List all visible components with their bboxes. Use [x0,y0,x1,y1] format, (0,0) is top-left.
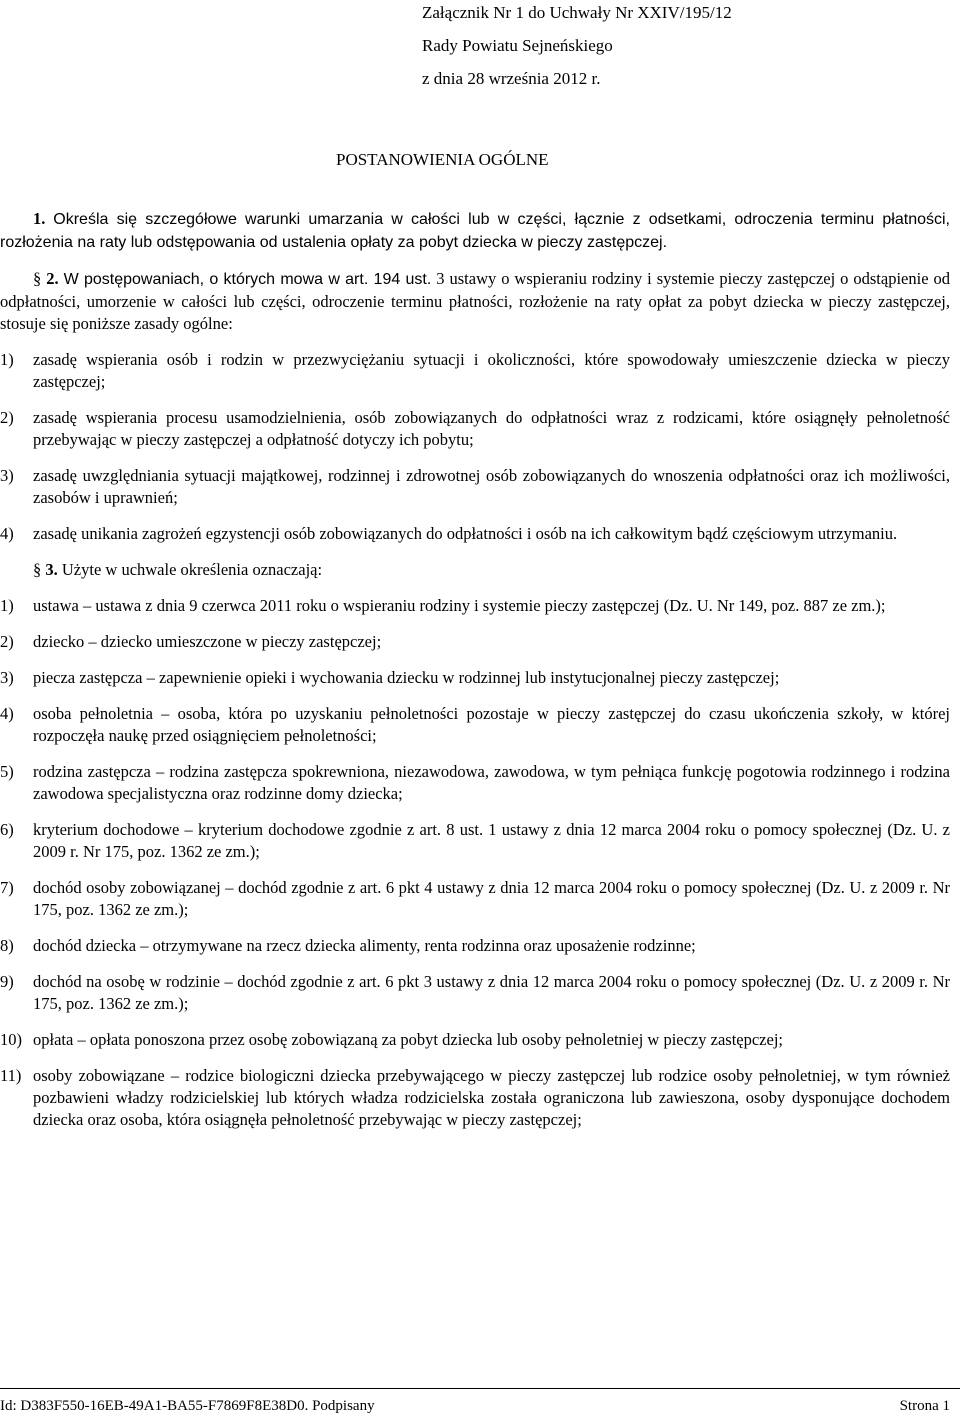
list-item [0,523,950,545]
section-sign: § [33,269,42,288]
list-item-number: 4) [0,524,14,543]
list-item [0,595,950,617]
list-item-number: 2) [0,632,14,651]
list-item [0,667,950,689]
list-item [0,465,950,509]
header-council-line: Rady Powiatu Sejneńskiego [422,36,613,55]
paragraph-1-text: Określa się szczegółowe warunki umarzania w całości lub w części, łącznie z odsetkami, odroczenia terminu płatności, rozłożenia na raty lub odstępowania od ustalenia opłaty za pobyt dziecka w pieczy zastępczej. [0,211,950,251]
section-sign: § [33,560,42,579]
list-item-number: 7) [0,878,14,897]
list-item-number: 11) [0,1066,22,1085]
list-item-number: 3) [0,668,14,687]
principles-list [0,349,950,545]
list-item-text: ustawa – ustawa z dnia 9 czerwca 2011 roku o wspieraniu rodziny i systemie pieczy zastępczej (Dz. U. Nr 149, poz. 887 ze zm.); [33,596,886,615]
list-item-text: dochód na osobę w rodzinie – dochód zgodnie z art. 6 pkt 3 ustawy z dnia 12 marca 2004 roku o pomocy społecznej (Dz. U. z 2009 r. Nr 175, poz. 1362 ze zm.); [33,972,950,1013]
list-item-text: opłata – opłata ponoszona przez osobę zobowiązaną za pobyt dziecka lub osoby pełnoletniej w pieczy zastępczej; [33,1030,783,1049]
list-item-text: zasadę unikania zagrożeń egzystencji osób zobowiązanych do odpłatności i osób na ich całkowitym bądź częściowym utrzymaniu. [33,524,898,543]
list-item [0,349,950,393]
list-item-text: dochód osoby zobowiązanej – dochód zgodnie z art. 6 pkt 4 ustawy z dnia 12 marca 2004 roku o pomocy społecznej (Dz. U. z 2009 r. Nr 175, poz. 1362 ze zm.); [33,878,950,919]
list-item [0,631,950,653]
paragraph-1-number: 1. [33,209,46,228]
page-footer [0,1396,950,1416]
list-item-number: 8) [0,936,14,955]
list-item-number: 1) [0,596,14,615]
list-item-number: 6) [0,820,14,839]
list-item-number: 3) [0,466,14,485]
paragraph-1 [0,208,950,254]
header-attachment-line: Załącznik Nr 1 do Uchwały Nr XXIV/195/12 [422,3,732,22]
list-item-number: 10) [0,1030,22,1049]
paragraph-3 [0,559,950,581]
list-item [0,971,950,1015]
definitions-list [0,595,950,1131]
list-item [0,877,950,921]
page-number: Strona 1 [899,1398,950,1414]
list-item-text: zasadę uwzględniania sytuacji majątkowej, rodzinnej i zdrowotnej osób zobowiązanych do wnoszenia odpłatności oraz ich możliwości, zasobów i uprawnień; [33,466,950,507]
list-item-text: piecza zastępcza – zapewnienie opieki i wychowania dziecku w rodzinnej lub instytucjonalnej pieczy zastępczej; [33,668,780,687]
list-item [0,1065,950,1131]
list-item-text: dziecko – dziecko umieszczone w pieczy zastępczej; [33,632,382,651]
paragraph-2-text-sans: W postępowaniach, o których mowa w art. 194 ust. [63,271,432,288]
list-item-text: kryterium dochodowe – kryterium dochodowe zgodnie z art. 8 ust. 1 ustawy z dnia 12 marca 2004 roku o pomocy społecznej (Dz. U. z 2009 r. Nr 175, poz. 1362 ze zm.); [33,820,950,861]
list-item-number: 1) [0,350,14,369]
paragraph-3-text: Użyte w uchwale określenia oznaczają: [61,560,323,579]
list-item-number: 4) [0,704,14,723]
footer-divider [0,1388,960,1389]
list-item [0,407,950,451]
document-id: Id: D383F550-16EB-49A1-BA55-F7869F8E38D0. Podpisany [0,1398,375,1414]
list-item-number: 5) [0,762,14,781]
list-item [0,1029,950,1051]
paragraph-2-text: 3 ustawy o wspieraniu rodziny i systemie pieczy zastępczej o odstąpienie od odpłatności, umorzenie w całości lub części, odroczenie terminu płatności, rozłożenie na raty opłat za pobyt dziecka w pieczy zastępczej, stosuje się poniższe zasady ogólne: [0,269,950,333]
list-item-text: osoba pełnoletnia – osoba, która po uzyskaniu pełnoletności pozostaje w pieczy zastępczej do czasu ukończenia szkoły, w której rozpoczęła naukę przed osiągnięciem pełnoletności; [33,704,950,745]
paragraph-2 [0,268,950,335]
list-item-number: 2) [0,408,14,427]
list-item-text: zasadę wspierania procesu usamodzielnienia, osób zobowiązanych do odpłatności wraz z rodzicami, które osiągnęły pełnoletność przebywając w pieczy zastępczej a odpłatność dotyczy ich pobytu; [33,408,950,449]
document-body [0,208,950,1145]
document-header [422,0,732,100]
paragraph-3-number: 3. [45,560,58,579]
list-item-text: osoby zobowiązane – rodzice biologiczni dziecka przebywającego w pieczy zastępczej lub rodzice osoby pełnoletniej, w tym również pozbawieni władzy rodzicielskiej lub których władza rodzicielska została ograniczona lub zawieszona, osoby dysponujące dochodem dziecka oraz osoba, która osiągnęła pełnoletność przebywając w pieczy zastępczej; [33,1066,950,1129]
list-item-text: dochód dziecka – otrzymywane na rzecz dziecka alimenty, renta rodzinna oraz uposażenie rodzinne; [33,936,696,955]
section-title: POSTANOWIENIA OGÓLNE [336,150,549,169]
list-item-text: rodzina zastępcza – rodzina zastępcza spokrewniona, niezawodowa, zawodowa, w tym pełniąca funkcję pogotowia rodzinnego i rodzina zawodowa specjalistyczna oraz rodzinne domy dziecka; [33,762,950,803]
header-date-line: z dnia 28 września 2012 r. [422,69,601,88]
list-item [0,761,950,805]
list-item [0,819,950,863]
list-item [0,703,950,747]
list-item-text: zasadę wspierania osób i rodzin w przezwyciężaniu sytuacji i okoliczności, które spowodowały umieszczenie dziecka w pieczy zastępczej; [33,350,950,391]
list-item-number: 9) [0,972,14,991]
paragraph-2-number: 2. [46,269,59,288]
list-item [0,935,950,957]
